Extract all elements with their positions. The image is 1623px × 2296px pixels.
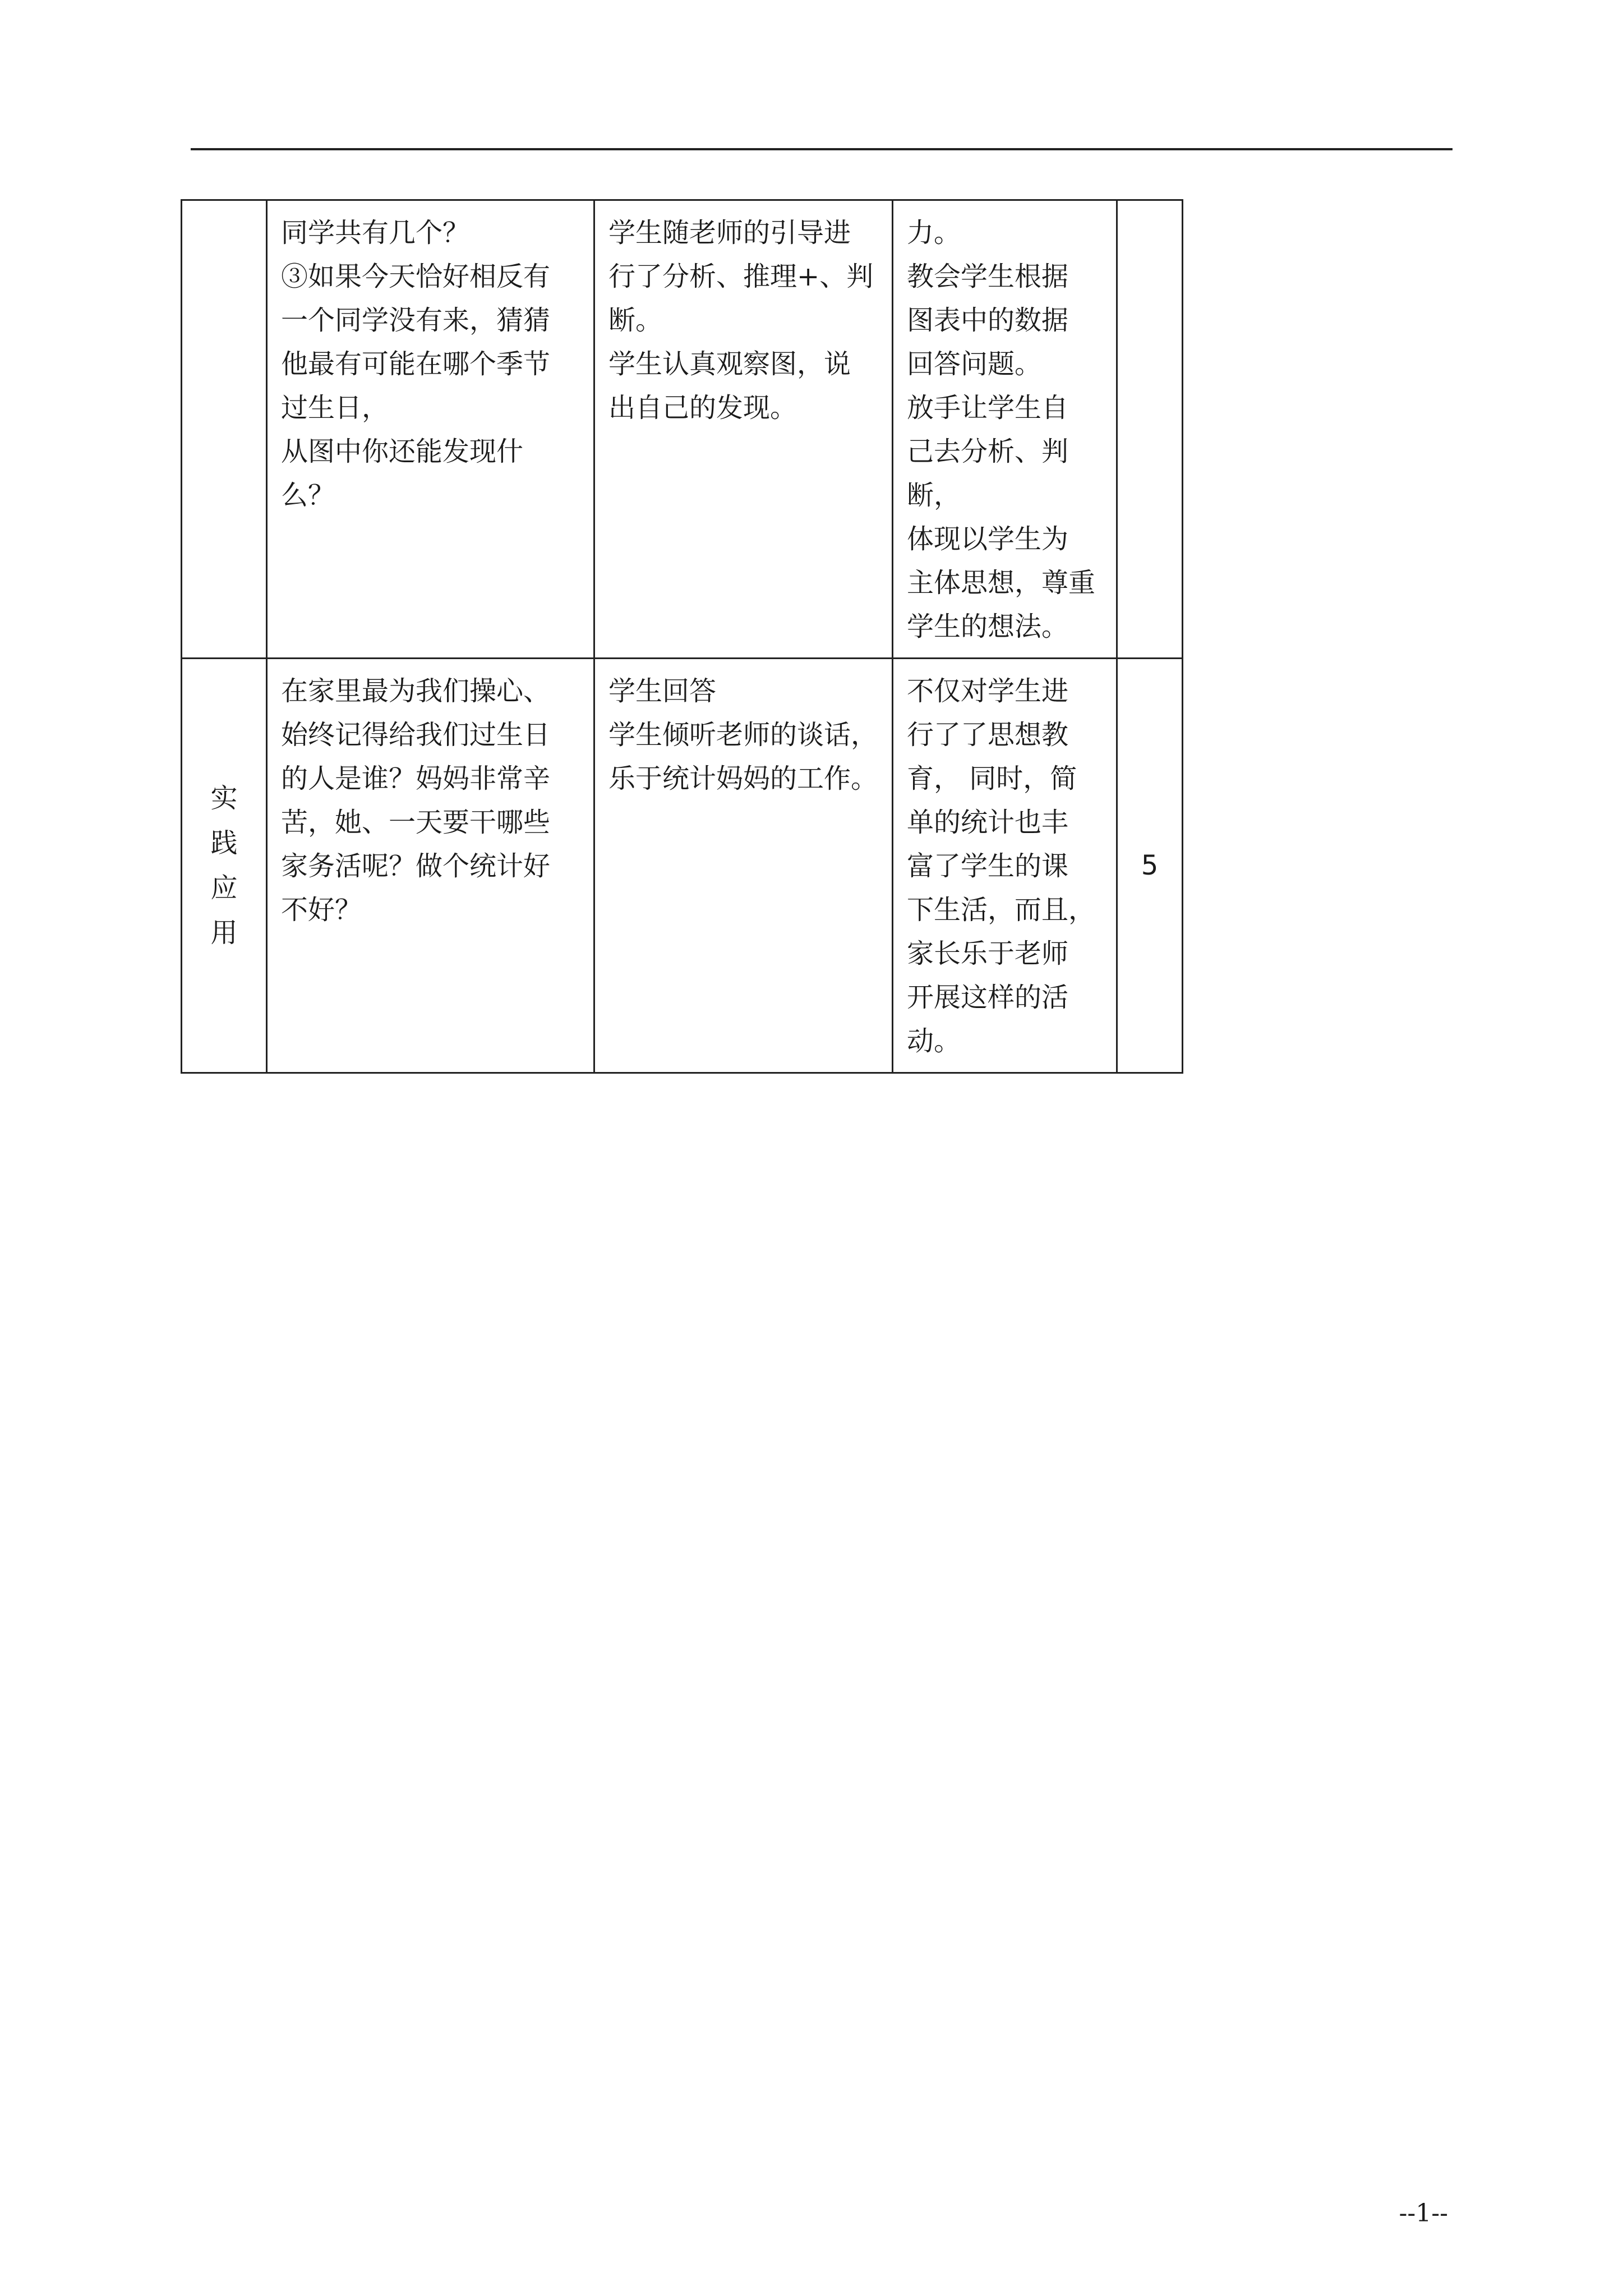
intent-line: 开展这样的活 [907, 982, 1069, 1013]
teacher-line: 同学共有几个？ [281, 217, 470, 249]
teacher-line: 从图中你还能发现什 [281, 436, 524, 467]
student-activity-cell [594, 200, 893, 659]
design-intent-cell [893, 659, 1117, 1073]
teacher-line: 他最有可能在哪个季节 [281, 348, 551, 380]
student-line: 学生认真观察图，说 [608, 348, 851, 380]
intent-line: 下生活，而且， [907, 894, 1096, 926]
intent-line: 动。 [907, 1025, 961, 1057]
stage-char: 应 [210, 872, 238, 904]
intent-line: 行了了思想教 [907, 719, 1069, 751]
intent-line: 放手让学生自 [907, 392, 1069, 424]
teacher-activity-cell [267, 200, 594, 659]
teacher-line: 么？ [281, 480, 335, 511]
time-cell [1117, 200, 1183, 659]
intent-line: 体现以学生为 [907, 523, 1069, 555]
stage-char: 实 [210, 783, 238, 814]
table-row [182, 200, 1183, 659]
table-row [182, 659, 1183, 1073]
intent-line: 主体思想，尊重 [907, 567, 1096, 599]
intent-line: 富了学生的课 [907, 850, 1069, 882]
teacher-line: 在家里最为我们操心、 [281, 675, 551, 707]
student-activity-cell [594, 659, 893, 1073]
intent-line: 回答问题。 [907, 348, 1042, 380]
stage-char: 用 [210, 917, 238, 949]
intent-line: 力。 [907, 217, 961, 249]
intent-line: 教会学生根据 [907, 261, 1069, 292]
teacher-line: 苦，她、一天要干哪些 [281, 807, 551, 838]
lesson-plan-table [181, 199, 1183, 1074]
stage-char: 践 [210, 827, 238, 859]
teacher-activity-cell [267, 659, 594, 1073]
teacher-line: ③如果今天恰好相反有 [281, 261, 551, 292]
intent-line: 图表中的数据 [907, 305, 1069, 336]
time-cell: 5 [1117, 659, 1183, 1073]
intent-line: 家长乐于老师 [907, 938, 1069, 969]
student-line: 学生倾听老师的谈话， [608, 719, 878, 751]
teacher-line: 不好？ [281, 894, 362, 926]
teacher-line: 一个同学没有来，猜猜 [281, 305, 551, 336]
teacher-line: 家务活呢？做个统计好 [281, 850, 551, 882]
teacher-line: 的人是谁？妈妈非常辛 [281, 763, 551, 794]
teacher-line: 过生日， [281, 392, 389, 424]
student-line: 学生回答 [608, 675, 717, 707]
student-line: 学生随老师的引导进 [608, 217, 851, 249]
intent-line: 不仅对学生进 [907, 675, 1069, 707]
intent-line: 育， 同时，简 [907, 763, 1077, 794]
header-rule [191, 148, 1453, 150]
teacher-line: 始终记得给我们过生日 [281, 719, 551, 751]
page-number: --1-- [1399, 2199, 1448, 2228]
design-intent-cell [893, 200, 1117, 659]
intent-line: 己去分析、判断， [907, 436, 1069, 511]
student-line: 乐于统计妈妈的工作。 [608, 763, 878, 794]
intent-line: 学生的想法。 [907, 611, 1069, 642]
student-line: 断。 [608, 305, 663, 336]
student-line: 行了分析、推理+、判 [608, 261, 874, 292]
student-line: 出自己的发现。 [608, 392, 797, 424]
intent-line: 单的统计也丰 [907, 807, 1069, 838]
stage-cell [182, 200, 267, 659]
stage-cell [182, 659, 267, 1073]
